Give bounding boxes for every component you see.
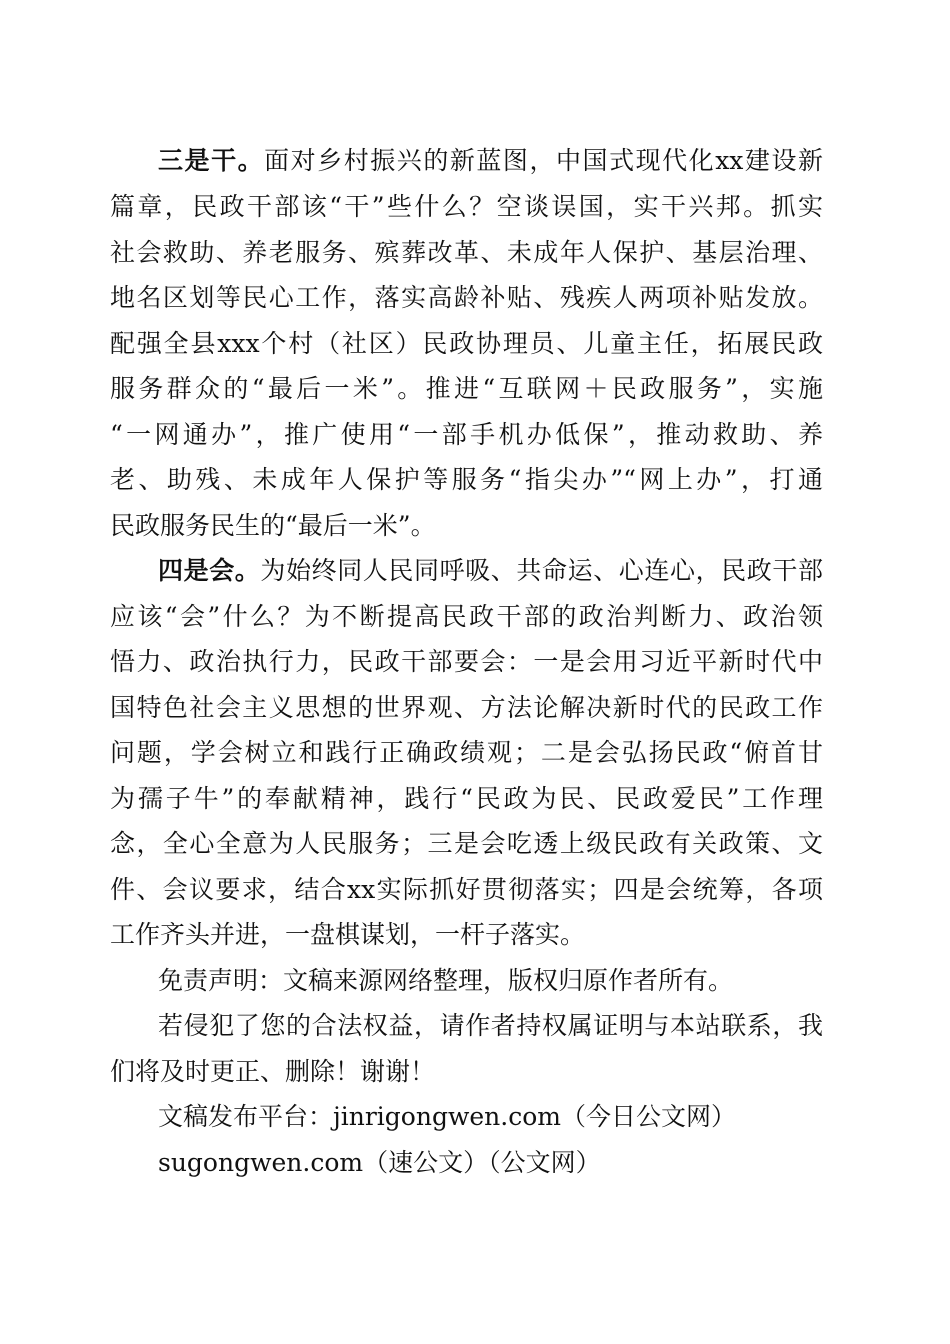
paragraph-four-line-2: 应该“会”什么？为不断提高民政干部的政治判断力、政治领 [110, 602, 823, 631]
paragraph-four-line-3: 悟力、政治执行力，民政干部要会：一是会用习近平新时代中 [110, 647, 823, 676]
disclaimer-statement: 免责声明：文稿来源网络整理，版权归原作者所有。 [158, 966, 734, 995]
disclaimer-rights-line-2: 们将及时更正、删除！谢谢！ [110, 1057, 436, 1086]
publish-platform-secondary: sugongwen.com（速公文）（公文网） [158, 1148, 601, 1177]
paragraph-four-line-6: 为孺子牛”的奉献精神，践行“民政为民、民政爱民”工作理 [110, 784, 823, 813]
paragraph-three-line-4: 地名区划等民心工作，落实高龄补贴、残疾人两项补贴发放。 [110, 283, 823, 312]
paragraph-three-text: 面对乡村振兴的新蓝图，中国式现代化xx建设新 [264, 146, 823, 175]
paragraph-four-line-7: 念，全心全意为人民服务；三是会吃透上级民政有关政策、文 [110, 829, 823, 858]
paragraph-four-line-1 [158, 548, 823, 594]
paragraph-four-text: 为始终同人民同呼吸、共命运、心连心，民政干部 [260, 556, 823, 585]
paragraph-three-line-7: “一网通办”，推广使用“一部手机办低保”，推动救助、养 [110, 420, 823, 449]
paragraph-four-line-4: 国特色社会主义思想的世界观、方法论解决新时代的民政工作 [110, 693, 823, 722]
paragraph-three-line-3: 社会救助、养老服务、殡葬改革、未成年人保护、基层治理、 [110, 238, 823, 267]
paragraph-three-line-6: 服务群众的“最后一米”。推进“互联网＋民政服务”，实施 [110, 374, 823, 403]
paragraph-four-line-9: 工作齐头并进，一盘棋谋划，一杆子落实。 [110, 920, 586, 949]
paragraph-four-line-8: 件、会议要求，结合xx实际抓好贯彻落实；四是会统筹，各项 [110, 875, 823, 904]
paragraph-three-line-1 [158, 138, 823, 184]
disclaimer-rights-line-1: 若侵犯了您的合法权益，请作者持权属证明与本站联系，我 [158, 1011, 823, 1040]
paragraph-three-line-2: 篇章，民政干部该“干”些什么？空谈误国，实干兴邦。抓实 [110, 192, 823, 221]
publish-platform: 文稿发布平台：jinrigongwen.com（今日公文网） [158, 1102, 736, 1131]
paragraph-three-lead: 三是干。 [158, 146, 265, 175]
paragraph-three-line-5: 配强全县xxx个村（社区）民政协理员、儿童主任，拓展民政 [110, 329, 823, 358]
paragraph-four-line-5: 问题，学会树立和践行正确政绩观；二是会弘扬民政“俯首甘 [110, 738, 823, 767]
paragraph-four-lead: 四是会。 [158, 556, 261, 585]
paragraph-three-line-9: 民政服务民生的“最后一米”。 [110, 511, 436, 540]
paragraph-three-line-8: 老、助残、未成年人保护等服务“指尖办”“网上办”，打通 [110, 465, 823, 494]
